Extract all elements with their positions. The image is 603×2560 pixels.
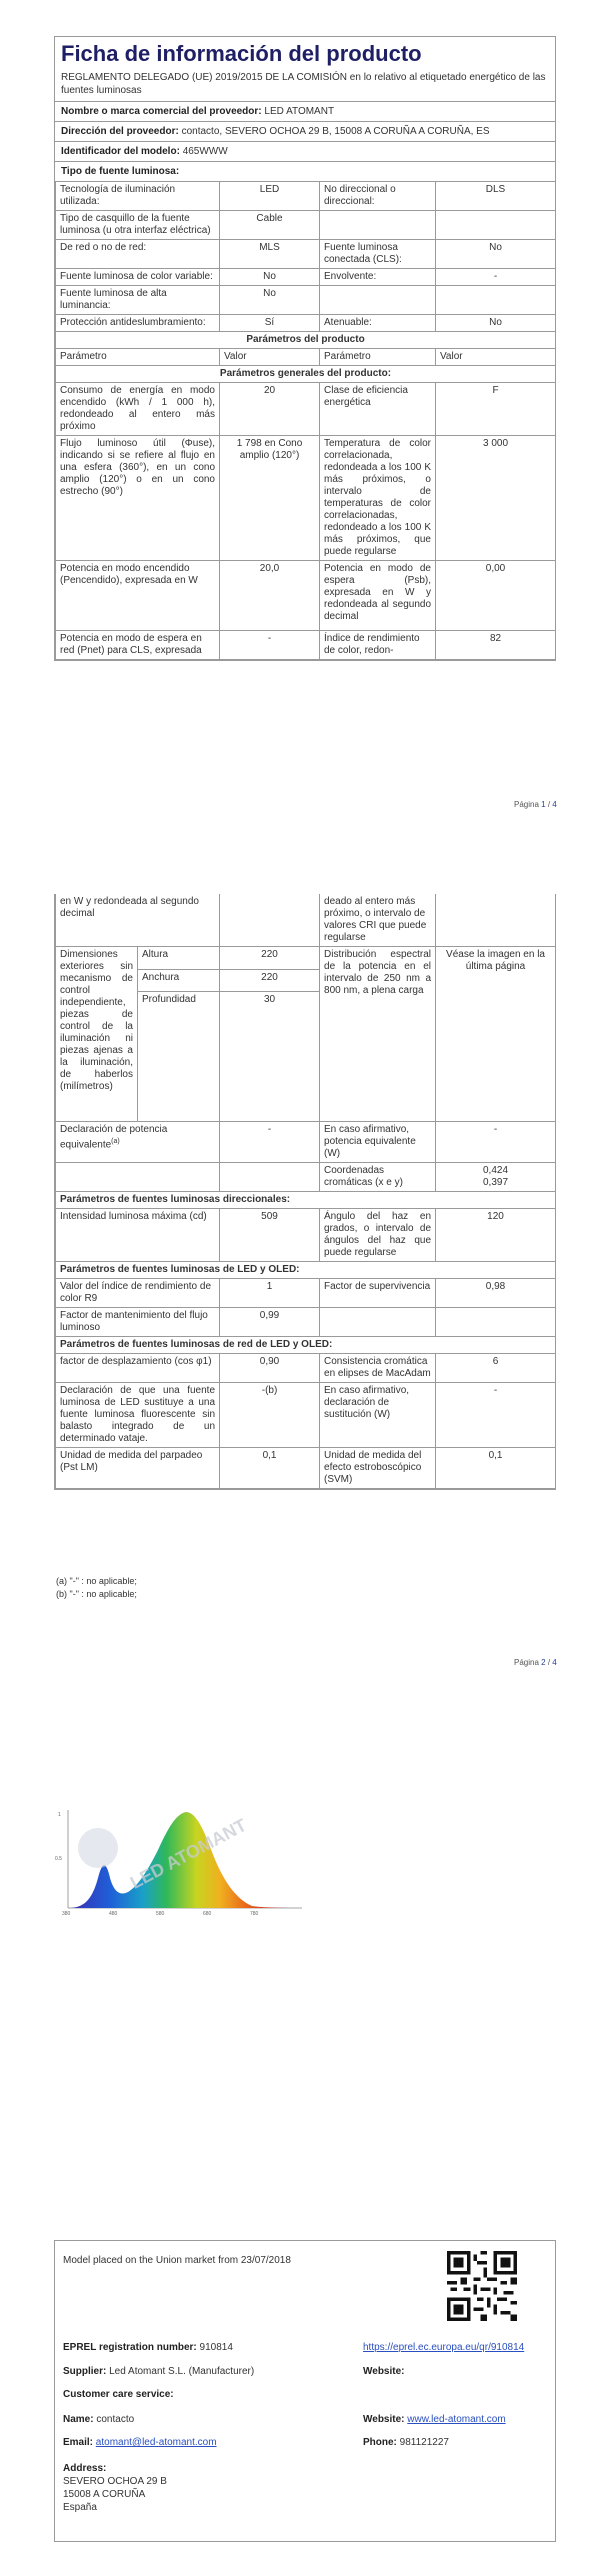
param-cell: Declaración de que una fuente luminosa de LED sustituye a una fuente luminosa fluorescente sin balasto integrado de un determinado vataje. [56, 1383, 220, 1448]
table-row [56, 1279, 556, 1308]
param-cell [320, 211, 436, 240]
dimensions-row [56, 947, 556, 970]
param-cell: Unidad de medida del efecto estroboscópico (SVM) [320, 1448, 436, 1489]
dim-depth-label: Profundidad [138, 992, 220, 1122]
contact-name: Name: contacto [63, 2414, 135, 2425]
param-cell: Flujo luminoso útil (Φuse), indicando si se refiere al flujo en una esfera (360°), en un cono amplio (120°) o en un cono estrecho (90°) [56, 436, 220, 561]
placed-on-market-text: Model placed on the Union market from 23/07/2018 [63, 2255, 291, 2266]
spectrum-image [54, 1800, 304, 1920]
param-cell: Tipo de casquillo de la fuente luminosa (u otra interfaz eléctrica) [56, 211, 220, 240]
address-value: contacto, SEVERO OCHOA 29 B, 15008 A CORUÑA A CORUÑA, ES [181, 126, 490, 137]
model-row [55, 142, 555, 162]
contact-address: Address: SEVERO OCHOA 29 B 15008 A CORUÑA España [63, 2463, 167, 2513]
spectral-label: Distribución espectral de la potencia en el intervalo de 250 nm a 800 nm, a plena carga [320, 947, 436, 1122]
param-cell: Potencia en modo de espera (Psb), expresada en W y redondeada al segundo decimal [320, 561, 436, 631]
param-cell: Protección antideslumbramiento: [56, 315, 220, 332]
value-cell: 1 [220, 1279, 320, 1308]
footnote-a: (a) "-" : no aplicable; [56, 1576, 137, 1586]
directional-title-row: Parámetros de fuentes luminosas direccionales: [56, 1192, 556, 1209]
dim-height-value: 220 [220, 947, 320, 970]
qr-code-icon [447, 2251, 517, 2321]
type-table [55, 181, 556, 660]
type-section-title: Tipo de fuente luminosa: [61, 166, 180, 177]
value-cell: 3 000 [436, 436, 556, 561]
param-cell: Clase de eficiencia energética [320, 383, 436, 436]
eprel-label-card [54, 2240, 556, 2542]
email-link[interactable]: atomant@led-atomant.com [95, 2437, 217, 2448]
param-cell: Unidad de medida del parpadeo (Pst LM) [56, 1448, 220, 1489]
value-cell: 1 798 en Cono amplio (120°) [220, 436, 320, 561]
param-cell: Envolvente: [320, 269, 436, 286]
param-cell: Atenuable: [320, 315, 436, 332]
y-tick-mid: 0.5 [55, 1856, 62, 1862]
param-cell: Temperatura de color correlacionada, redondeada a los 100 K más próximos, o intervalo de temperaturas de color correlacionadas, redondeado a los 100 K más próximos, que puede regularse [320, 436, 436, 561]
page-number-1: Página 1 / 4 [514, 800, 557, 809]
value-cell: F [436, 383, 556, 436]
param-cell: Índice de rendimiento de color, redon- [320, 631, 436, 660]
dim-depth-value: 30 [220, 992, 320, 1122]
param-head-row: Parámetro Valor Parámetro Valor [56, 349, 556, 366]
param-cell: deado al entero más próximo, o intervalo de valores CRI que puede regularse [320, 894, 436, 947]
param-cell: Potencia en modo encendido (Pencendido), expresada en W [56, 561, 220, 631]
value-cell: DLS [436, 182, 556, 211]
param-cell: Fuente luminosa de alta luminancia: [56, 286, 220, 315]
value-cell: - [436, 269, 556, 286]
value-cell [436, 211, 556, 240]
param-cell: factor de desplazamiento (cos φ1) [56, 1354, 220, 1383]
spectral-value: Véase la imagen en la última página [436, 947, 556, 1122]
param-cell: Valor del índice de rendimiento de color R9 [56, 1279, 220, 1308]
x-tick-4: 780 [250, 1911, 259, 1917]
contact-website: Website: www.led-atomant.com [363, 2414, 506, 2425]
param-cell: Factor de mantenimiento del flujo luminoso [56, 1308, 220, 1337]
table-row [56, 1448, 556, 1489]
website-label: Website: [363, 2366, 405, 2377]
value-cell: - [436, 1383, 556, 1448]
param-cell: No direccional o direccional: [320, 182, 436, 211]
table-row [56, 315, 556, 332]
table-row [56, 211, 556, 240]
watermark-circle [78, 1828, 118, 1868]
eprel-registration: EPREL registration number: 910814 [63, 2342, 233, 2353]
value-cell: No [220, 269, 320, 286]
value-cell: Sí [220, 315, 320, 332]
address-row [55, 122, 555, 142]
address-label: Dirección del proveedor: [61, 126, 179, 137]
param-cell: Ángulo del haz en grados, o intervalo de ángulos del haz que puede regularse [320, 1209, 436, 1262]
document-title: Ficha de información del producto [61, 41, 422, 66]
watermark-text: LED ATOMANT [126, 1814, 250, 1893]
contact-email: Email: atomant@led-atomant.com [63, 2437, 217, 2448]
y-tick-top: 1 [58, 1812, 61, 1818]
table-row [56, 1354, 556, 1383]
param-cell: Coordenadas cromáticas (x e y) [320, 1163, 436, 1192]
supplier-info: Supplier: Led Atomant S.L. (Manufacturer) [63, 2366, 255, 2377]
x-tick-2: 580 [156, 1911, 165, 1917]
website-link[interactable]: www.led-atomant.com [407, 2414, 506, 2425]
param-cell: Consumo de energía en modo encendido (kWh / 1 000 h), redondeado al entero más próximo [56, 383, 220, 436]
value-cell [436, 286, 556, 315]
footnotes [56, 1573, 137, 1603]
params-title-row: Parámetros del producto [56, 332, 556, 349]
value-cell: 0,99 [220, 1308, 320, 1337]
param-cell: Tecnología de iluminación utilizada: [56, 182, 220, 211]
value-cell: 0,1 [220, 1448, 320, 1489]
table-row [56, 269, 556, 286]
general-title-row: Parámetros generales del producto: [56, 366, 556, 383]
table-row [56, 894, 556, 947]
table-row [56, 561, 556, 631]
led-title-row: Parámetros de fuentes luminosas de LED y OLED: [56, 1262, 556, 1279]
customer-care-label: Customer care service: [63, 2389, 174, 2400]
param-cell: En caso afirmativo, declaración de sustitución (W) [320, 1383, 436, 1448]
page-2 [54, 894, 556, 1490]
value-cell: Cable [220, 211, 320, 240]
table-row [56, 286, 556, 315]
value-cell: 509 [220, 1209, 320, 1262]
x-tick-0: 380 [62, 1911, 71, 1917]
value-cell: No [220, 286, 320, 315]
param-cell: en W y redondeada al segundo decimal [56, 894, 220, 947]
param-cell: Declaración de potencia equivalente$^{(a)}$ [56, 1122, 220, 1163]
value-cell: 120 [436, 1209, 556, 1262]
table-row [56, 436, 556, 561]
param-cell: Consistencia cromática en elipses de MacAdam [320, 1354, 436, 1383]
dim-height-label: Altura [138, 947, 220, 970]
value-cell: 0,98 [436, 1279, 556, 1308]
value-cell: 0,00 [436, 561, 556, 631]
page-number-2: Página 2 / 4 [514, 1658, 557, 1667]
value-cell: 0,1 [436, 1448, 556, 1489]
dimensions-label: Dimensiones exteriores sin mecanismo de control independiente, piezas de control de la iluminación ni piezas ajenas a la iluminación, de haberlos (milímetros) [56, 947, 138, 1122]
param-cell: Factor de supervivencia [320, 1279, 436, 1308]
value-cell: No [436, 315, 556, 332]
table-row [56, 1308, 556, 1337]
table-row [56, 240, 556, 269]
page-1 [54, 36, 556, 661]
param-cell: Fuente luminosa de color variable: [56, 269, 220, 286]
table-row [56, 631, 556, 660]
x-tick-3: 680 [203, 1911, 212, 1917]
dim-width-label: Anchura [138, 969, 220, 992]
model-value: 465WWW [182, 146, 228, 157]
value-cell: 20 [220, 383, 320, 436]
x-tick-1: 480 [109, 1911, 118, 1917]
param-cell [320, 286, 436, 315]
supplier-row [55, 102, 555, 122]
params-table-continued [55, 894, 556, 1489]
value-cell: 0,90 [220, 1354, 320, 1383]
supplier-label: Nombre o marca comercial del proveedor: [61, 106, 262, 117]
value-cell: 82 [436, 631, 556, 660]
value-cell: - [220, 1122, 320, 1163]
param-cell: Intensidad luminosa máxima (cd) [56, 1209, 220, 1262]
value-cell: - [220, 631, 320, 660]
regulation-text: REGLAMENTO DELEGADO (UE) 2019/2015 DE LA COMISIÓN en lo relativo al etiquetado energético de las fuentes luminosas [55, 69, 555, 102]
chroma-row [56, 1163, 556, 1192]
model-label: Identificador del modelo: [61, 146, 180, 157]
value-cell: 0,424 0,397 [436, 1163, 556, 1192]
table-row [56, 1209, 556, 1262]
value-cell: 20,0 [220, 561, 320, 631]
contact-phone: Phone: 981121227 [363, 2437, 449, 2448]
param-cell: Fuente luminosa conectada (CLS): [320, 240, 436, 269]
eprel-url-link[interactable]: https://eprel.ec.europa.eu/qr/910814 [363, 2342, 525, 2353]
param-cell: De red o no de red: [56, 240, 220, 269]
table-row [56, 182, 556, 211]
value-cell: - [436, 1122, 556, 1163]
footnote-b: (b) "-" : no aplicable; [56, 1589, 137, 1599]
dim-width-value: 220 [220, 969, 320, 992]
equivalent-power-row [56, 1122, 556, 1163]
value-cell: LED [220, 182, 320, 211]
value-cell: No [436, 240, 556, 269]
table-row [56, 1383, 556, 1448]
table-row [56, 383, 556, 436]
value-cell: 6 [436, 1354, 556, 1383]
param-cell: Potencia en modo de espera en red (Pnet) para CLS, expresada [56, 631, 220, 660]
value-cell: -(b) [220, 1383, 320, 1448]
param-cell: En caso afirmativo, potencia equivalente (W) [320, 1122, 436, 1163]
net-title-row: Parámetros de fuentes luminosas de red de LED y OLED: [56, 1337, 556, 1354]
supplier-value: LED ATOMANT [264, 106, 335, 117]
value-cell: MLS [220, 240, 320, 269]
